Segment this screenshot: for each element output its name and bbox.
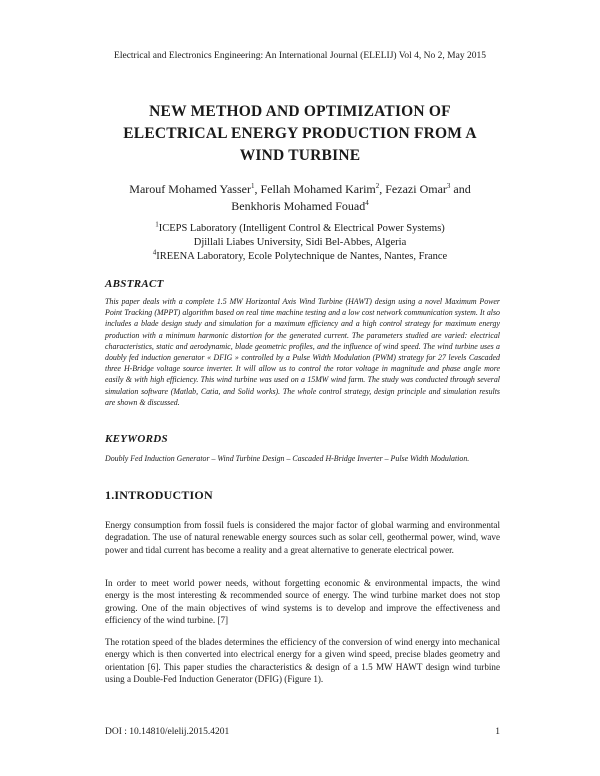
abstract-text: This paper deals with a complete 1.5 MW Horizontal Axis Wind Turbine (HAWT) design using a novel Maximum Power Point Tracking (MPPT) algorithm based on real time machine testing and a low cost network communication system. It also includes a blade design study and simulation for a maximum efficiency and a high control strategy for maximum energy production with a minimum harmonic distortion for the generated current. The parameters studied are varied: electrical characteristics, static and aerodynamic, blade geometric profiles, and the influence of wind speed. The wind turbine uses a doubly fed induction generator « DFIG » controlled by a Pulse Width Modulation (PWM) strategy for 27 levels Cascaded three H-Bridge voltage source inverter. It will allow us to control the rotor voltage in magnitude and phase angle more easily & with high efficiency. This wind turbine was used on a 15MW wind farm. The study was conducted through several simulation software (Matlab, Catia, and Solid works). The whole control strategy, design principle and simulation results are shown & discussed. bbox=[105, 297, 500, 407]
introduction-heading: 1.INTRODUCTION bbox=[105, 488, 213, 502]
author-line bbox=[60, 198, 540, 215]
author-name: Marouf Mohamed Yasser bbox=[129, 182, 251, 196]
footer-doi: DOI : 10.14810/elelij.2015.4201 bbox=[105, 727, 230, 737]
affiliation-sup: 1 bbox=[155, 220, 159, 229]
author-sup: 4 bbox=[365, 199, 369, 207]
author-line bbox=[60, 181, 540, 198]
author-sup: 2 bbox=[375, 182, 380, 190]
author-name: Fezazi Omar bbox=[385, 182, 447, 196]
affiliation-sup: 4 bbox=[152, 248, 157, 257]
author-list bbox=[60, 181, 540, 215]
author-sep: , bbox=[379, 182, 386, 196]
title-line: ELECTRICAL ENERGY PRODUCTION FROM A bbox=[123, 125, 477, 142]
keywords-heading: KEYWORDS bbox=[105, 433, 168, 445]
affiliation-line bbox=[80, 222, 520, 236]
affiliations bbox=[80, 222, 520, 264]
keywords-text: Doubly Fed Induction Generator – Wind Turbine Design – Cascaded H-Bridge Inverter – Pulse Width Modulation. bbox=[105, 454, 470, 463]
author-sep: and bbox=[450, 182, 471, 196]
affiliation-line bbox=[80, 236, 520, 250]
title-line: NEW METHOD AND OPTIMIZATION OF bbox=[149, 103, 451, 120]
paper-title bbox=[60, 101, 540, 167]
journal-header: Electrical and Electronics Engineering: An International Journal (ELELIJ) Vol 4, No 2, May 2015 bbox=[114, 51, 486, 61]
affiliation-line bbox=[80, 250, 520, 264]
author-name: Fellah Mohamed Karim bbox=[260, 182, 376, 196]
body-paragraph: In order to meet world power needs, without forgetting economic & environmental impacts, the wind energy is the most interesting & recommended source of energy. The wind turbine market does not stop growing. One of the main objectives of wind systems is to develop and improve the effectiveness and efficiency of the wind turbine. [7] bbox=[105, 578, 500, 625]
affiliation-text: IREENA Laboratory, Ecole Polytechnique de Nantes, Nantes, France bbox=[156, 251, 448, 262]
affiliation-text: ICEPS Laboratory (Intelligent Control & Electrical Power Systems) bbox=[158, 223, 445, 234]
page-number: 1 bbox=[495, 727, 500, 737]
body-paragraph: Energy consumption from fossil fuels is considered the major factor of global warming and environmental degradation. The use of natural renewable energy sources such as solar cell, geothermal power, wind, wave power and tidal current has become a reality and a great alternative to generate electrical power. bbox=[105, 520, 500, 555]
body-paragraph: The rotation speed of the blades determines the efficiency of the conversion of wind energy into mechanical energy which is then converted into electrical energy for a given wind speed, precise blades geometry and orientation [6]. This paper studies the characteristics & design of a 1.5 MW HAWT design wind turbine using a Double-Fed Induction Generator (DFIG) (Figure 1). bbox=[105, 637, 500, 684]
abstract-heading: ABSTRACT bbox=[105, 278, 164, 290]
affiliation-text: Djillali Liabes University, Sidi Bel-Abbes, Algeria bbox=[193, 237, 407, 248]
title-line: WIND TURBINE bbox=[239, 147, 361, 164]
author-sep: , bbox=[254, 182, 261, 196]
author-name: Benkhoris Mohamed Fouad bbox=[231, 199, 366, 213]
author-sup: 3 bbox=[446, 182, 451, 190]
author-sup: 1 bbox=[250, 182, 255, 190]
